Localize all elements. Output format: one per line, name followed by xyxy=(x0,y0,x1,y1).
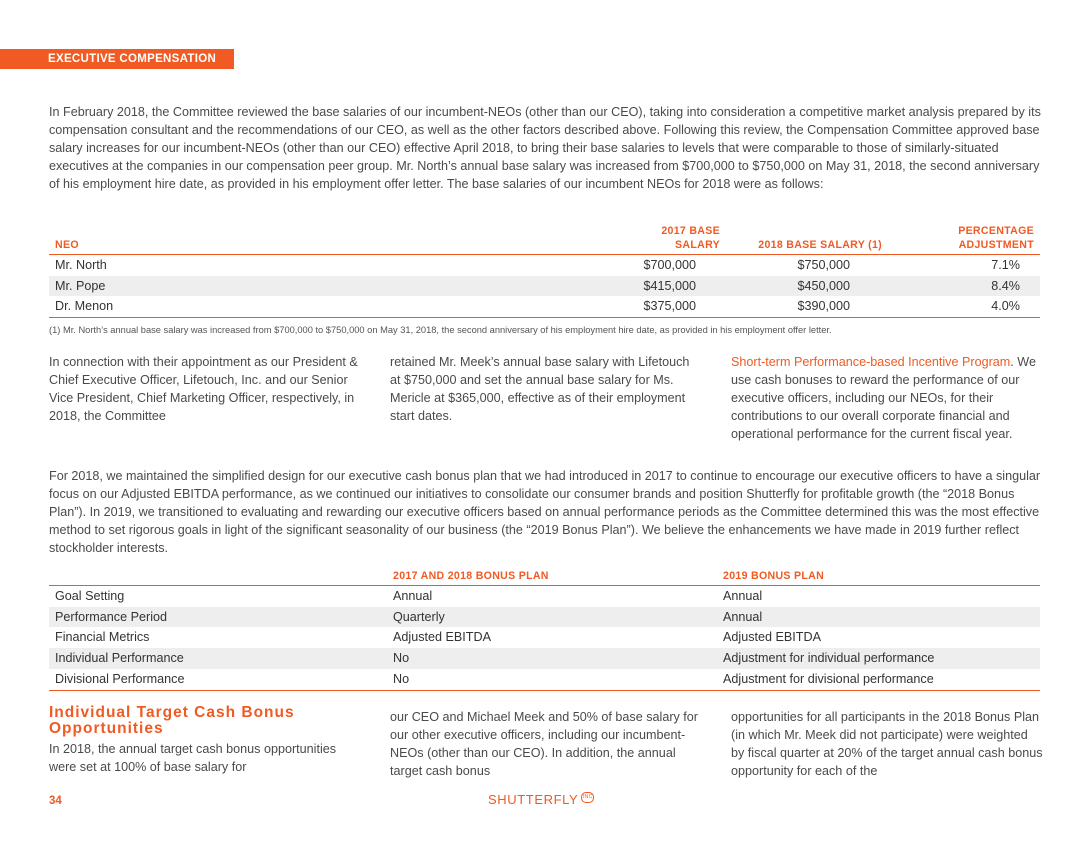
header-2018-base-salary: 2018 BASE SALARY (1) xyxy=(726,224,888,255)
table-row xyxy=(49,607,1040,628)
column-3-text xyxy=(731,354,1043,444)
table-row xyxy=(49,627,1040,648)
column-1-text: In 2018, the annual target cash bonus opportunities were set at 100% of base salary for xyxy=(49,742,337,774)
table-row xyxy=(49,296,1040,317)
column-2-text: our CEO and Michael Meek and 50% of base salary for our other executive officers, including our incumbent-NEOs (other than our CEO). In addition, the annual target cash bonus xyxy=(390,710,699,778)
plan-item: Divisional Performance xyxy=(49,669,387,690)
plan-2019-value: Adjustment for divisional performance xyxy=(717,669,1040,690)
salary-2017: $375,000 xyxy=(609,296,726,317)
plan-item: Financial Metrics xyxy=(55,630,150,645)
column-1-text: In connection with their appointment as our President & Chief Executive Officer, Lifetouch, Inc. and our Senior Vice President, Chief Marketing Officer, respectively, in 2018, the Committee xyxy=(49,355,358,423)
header-2017-2018-plan: 2017 AND 2018 BONUS PLAN xyxy=(387,569,717,586)
salary-2018: $750,000 xyxy=(797,258,850,272)
base-salary-table xyxy=(49,224,1040,318)
header-neo: NEO xyxy=(49,224,609,255)
incentive-program-text: . We use cash bonuses to reward the performance of our executive officers, including our NEOs, for their contributions to our overall corporate financial and operational performance for the current fiscal year. xyxy=(731,355,1036,441)
plan-2017-2018-value: No xyxy=(387,648,717,669)
neo-name: Dr. Menon xyxy=(49,296,609,317)
pct-adjustment: 4.0% xyxy=(888,296,1040,317)
logo-mark-icon: INC xyxy=(581,792,594,803)
plan-2017-2018-value: Quarterly xyxy=(387,607,717,628)
plan-item: Goal Setting xyxy=(55,589,125,603)
salary-footnote: (1) Mr. North’s annual base salary was increased from $700,000 to $750,000 on May 31, 2018, the second anniversary of his employment hire date, as provided in his employment offer letter. xyxy=(49,325,832,335)
plan-2019-value: Adjustment for individual performance xyxy=(717,648,1040,669)
bonus-plan-table xyxy=(49,569,1040,691)
plan-2019-value: Annual xyxy=(723,589,763,603)
table-row xyxy=(49,669,1040,690)
table-row xyxy=(49,276,1040,297)
column-3-text: opportunities for all participants in the 2018 Bonus Plan (in which Mr. Meek did not participate) were weighted by fiscal quarter at 20% of the target annual cash bonus opportunity for each of the xyxy=(731,710,1043,778)
target-bonus-heading: Individual Target Cash Bonus Opportunities xyxy=(49,704,295,737)
page-number: 34 xyxy=(49,795,62,807)
header-pct-line2: ADJUSTMENT xyxy=(958,239,1034,251)
plan-item: Individual Performance xyxy=(49,648,387,669)
header-item xyxy=(49,569,387,586)
plan-2017-2018-value: Adjusted EBITDA xyxy=(393,630,491,645)
header-percentage-adjustment xyxy=(888,224,1040,255)
plan-2017-2018-value: No xyxy=(387,669,717,690)
header-pct-line1: PERCENTAGE xyxy=(958,225,1034,237)
header-2017-base-salary: 2017 BASE SALARY xyxy=(609,224,726,255)
intro-paragraph: In February 2018, the Committee reviewed the base salaries of our incumbent-NEOs (other than our CEO), taking into consideration a competitive market analysis prepared by its compensation consultant and the recommendations of our CEO, as well as the other factors described above. Following this review, the Compensation Committee approved base salary increases for our incumbent-NEOs (other than our CEO) effective April 2018, to bring their base salaries to levels that were comparable to those of similarly-situated executives at the companies in our compensation peer group. Mr. North’s annual base salary was increased from $700,000 to $750,000 on May 31, 2018, the second anniversary of his employment hire date, as provided in his employment offer letter. The base salaries of our incumbent NEOs for 2018 were as follows: xyxy=(49,105,1041,191)
shutterfly-logo xyxy=(488,792,594,807)
pct-adjustment: 7.1% xyxy=(991,258,1020,272)
bonus-plan-paragraph: For 2018, we maintained the simplified design for our executive cash bonus plan that we had introduced in 2017 to continue to encourage our executive officers to have a singular focus on our Adjusted EBITDA performance, as we continued our initiatives to consolidate our consumer brands and position Shutterfly for profitable growth (the “2018 Bonus Plan”). In 2019, we transitioned to evaluating and rewarding our executive officers based on annual performance periods as the Committee determined this was the most effective method to set rigorous goals in light of the significant seasonality of our business (the “2019 Bonus Plan”). We believe the enhancements we have made in 2019 further reflect stockholder interests. xyxy=(49,469,1041,555)
plan-item: Performance Period xyxy=(49,607,387,628)
salary-2017: $700,000 xyxy=(643,258,696,272)
table-row xyxy=(49,255,1040,276)
plan-2017-2018-value: Annual xyxy=(393,589,433,603)
pct-adjustment: 8.4% xyxy=(888,276,1040,297)
salary-2017: $415,000 xyxy=(609,276,726,297)
salary-2018: $390,000 xyxy=(726,296,888,317)
header-2019-plan: 2019 BONUS PLAN xyxy=(717,569,1040,586)
table-row xyxy=(49,648,1040,669)
salary-2018: $450,000 xyxy=(726,276,888,297)
plan-2019-value: Adjusted EBITDA xyxy=(723,630,821,645)
section-tab: EXECUTIVE COMPENSATION xyxy=(0,49,234,69)
logo-text: SHUTTERFLY xyxy=(488,792,579,807)
neo-name: Mr. Pope xyxy=(49,276,609,297)
plan-2019-value: Annual xyxy=(717,607,1040,628)
table-row xyxy=(49,586,1040,607)
neo-name: Mr. North xyxy=(55,258,107,272)
incentive-program-heading: Short-term Performance-based Incentive Program xyxy=(731,355,1011,369)
column-2-text: retained Mr. Meek’s annual base salary with Lifetouch at $750,000 and set the annual base salary for Ms. Mericle at $365,000, effective as of their employment start dates. xyxy=(390,355,690,423)
